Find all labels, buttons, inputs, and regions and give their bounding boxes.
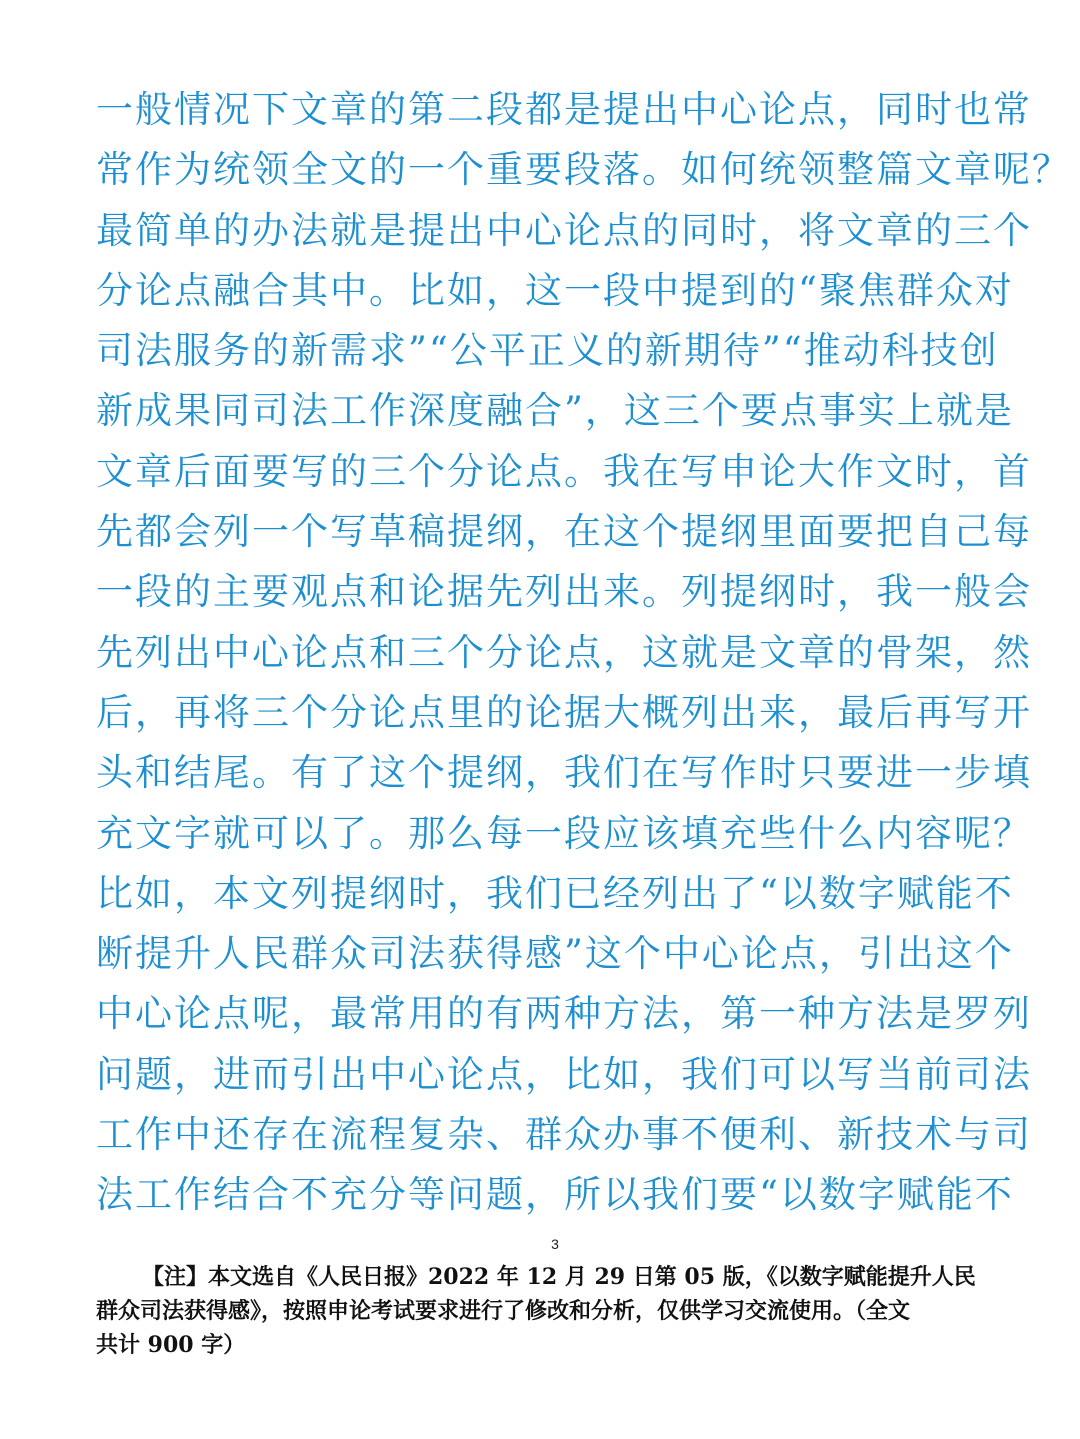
body-line-7: 文章后面要写的三个分论点。我在写申论大作文时，首	[96, 449, 1032, 493]
body-line-17: 问题，进而引出中心论点，比如，我们可以写当前司法	[96, 1052, 1032, 1096]
footnote	[96, 1260, 996, 1362]
body-line-15: 断提升人民群众司法获得感”这个中心论点，引出这个	[96, 932, 1014, 976]
body-line-18: 工作中还存在流程复杂、群众办事不便利、新技术与司	[96, 1113, 1032, 1157]
body-line-12: 头和结尾。有了这个提纲，我们在写作时只要进一步填	[96, 751, 1032, 795]
body-line-5: 司法服务的新需求”“公平正义的新期待”“推动科技创	[96, 329, 999, 373]
body-line-16: 中心论点呢，最常用的有两种方法，第一种方法是罗列	[96, 992, 1032, 1036]
body-line-19: 法工作结合不充分等问题，所以我们要“以数字赋能不	[96, 1173, 1014, 1217]
body-line-1: 一般情况下文章的第二段都是提出中心论点，同时也常	[96, 88, 1032, 131]
footnote-line-3: 共计 900 字）	[96, 1332, 246, 1358]
body-line-9: 一段的主要观点和论据先列出来。列提纲时，我一般会	[96, 570, 1032, 614]
body-line-8: 先都会列一个写草稿提纲，在这个提纲里面要把自己每	[96, 510, 1032, 554]
page-number: 3	[551, 1236, 559, 1252]
footnote-line-2: 群众司法获得感》，按照申论考试要求进行了修改和分析，仅供学习交流使用。（全文	[96, 1298, 911, 1324]
body-line-3: 最简单的办法就是提出中心论点的同时，将文章的三个	[96, 208, 1032, 252]
body-line-2: 常作为统领全文的一个重要段落。如何统领整篇文章呢？	[96, 148, 1071, 192]
footnote-line-1: 【注】本文选自《人民日报》2022 年 12 月 29 日第 05 版，《以数字赋能提升人民	[142, 1264, 976, 1290]
body-line-13: 充文字就可以了。那么每一段应该填充些什么内容呢？	[96, 811, 1032, 855]
body-paragraph	[96, 80, 1071, 1226]
body-line-11: 后，再将三个分论点里的论据大概列出来，最后再写开	[96, 690, 1032, 734]
body-line-14: 比如，本文列提纲时，我们已经列出了“以数字赋能不	[96, 871, 1014, 915]
body-line-10: 先列出中心论点和三个分论点，这就是文章的骨架，然	[96, 630, 1032, 674]
body-line-6: 新成果同司法工作深度融合”，这三个要点事实上就是	[96, 389, 1014, 433]
body-line-4: 分论点融合其中。比如，这一段中提到的“聚焦群众对	[96, 268, 1014, 312]
